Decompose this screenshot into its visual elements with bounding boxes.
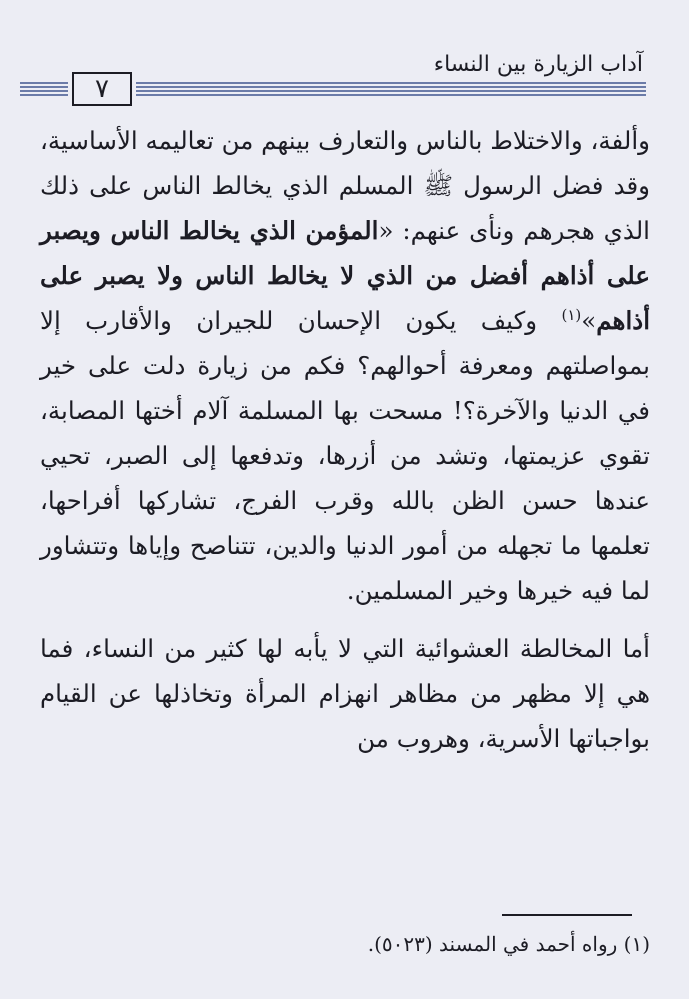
paragraph-1-continuation: وكيف يكون الإحسان للجيران والأقارب إلا بمواصلتهم ومعرفة أحوالهم؟ فكم من زيارة دلت على خير في الدنيا والآخرة؟! مسحت بها المسلمة آلام أختها المصابة، تقوي عزيمتها، وتشد من أزرها، وتدفعها إلى الصبر، تحيي عندها حسن الظن بالله وقرب الفرج، تشاركها أفراحها، تعلمها ما تجهله من أمور الدنيا والدين، تتناصح وإياها وتتشاور لما فيه خيرها وخير المسلمين.: [40, 306, 650, 605]
paragraph-2: أما المخالطة العشوائية التي لا يأبه لها كثير من النساء، فما هي إلا مظهر من مظاهر انهزام المرأة وتخاذلها عن القيام بواجباتها الأسرية، وهروب من: [40, 634, 650, 753]
footnote-divider: [502, 914, 632, 916]
page-number: ٧: [72, 72, 132, 106]
footnote: (١) رواه أحمد في المسند (٥٠٢٣).: [367, 932, 650, 956]
body-text: [40, 118, 650, 761]
hadith-quote: المؤمن الذي يخالط الناس ويصبر على أذاهم أفضل من الذي لا يخالط الناس ولا يصبر على أذاهم: [40, 216, 650, 335]
page-header: [0, 0, 689, 110]
paragraph-1: [40, 118, 650, 613]
footnote-reference[interactable]: (١): [561, 305, 582, 324]
header-rule-right: [136, 82, 646, 98]
quote-close-mark: »: [581, 306, 597, 335]
running-title: آداب الزيارة بين النساء: [433, 52, 643, 77]
paragraph-1-intro: وألفة، والاختلاط بالناس والتعارف بينهم من تعاليمه الأساسية، وقد فضل الرسول ﷺ المسلم الذي يخالط الناس على ذلك الذي هجرهم ونأى عنهم: «: [40, 126, 650, 245]
header-rule-left: [20, 82, 68, 98]
